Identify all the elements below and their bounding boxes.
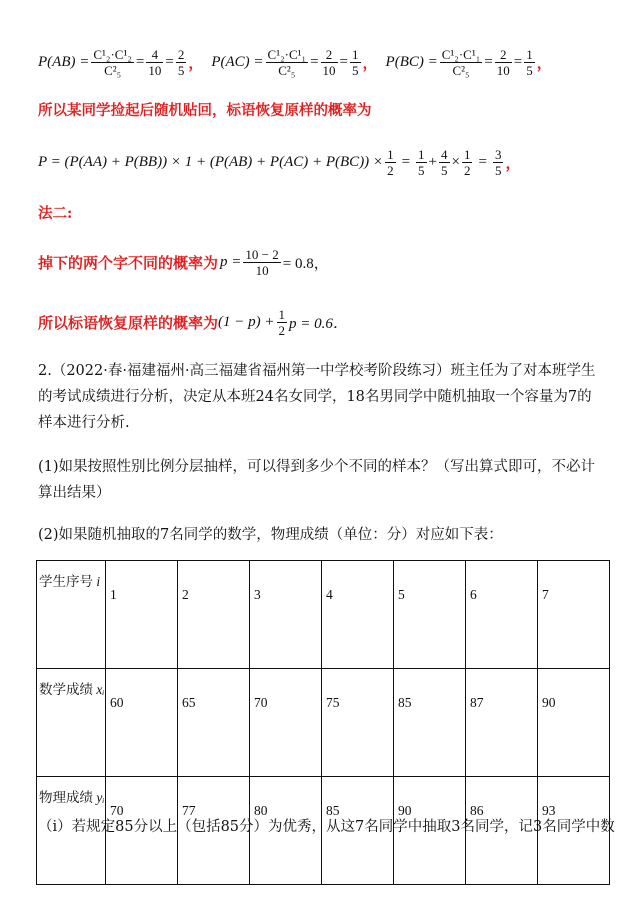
pac-fraction: $\frac{\text{C¹₂·C¹₁}}{\text{C²₅}}$: [267, 46, 307, 78]
pac-lhs: P(AC) =: [211, 53, 264, 70]
probability-line-1: P(AB) = $\frac{\text{C¹₂·C¹₂}}{\text{C²₅}}$ = $\frac{4}{10}$ = $\frac{2}{5}$ ， P(AC) = $\frac{\text{C¹₂·C¹₁}}{\text{C²₅}}$ = $\frac{2}{10}$ = $\frac{1}{5}$ ， P(BC) = $\frac{\text{C¹₂·C¹₁}}{\text{C²₅}}$ = $\frac{2}{10}$ = $\frac{1}{5}$ ，: [38, 46, 552, 78]
pbc-lhs: P(BC) =: [385, 53, 438, 70]
pbc-mid-fraction: $\frac{2}{10}$: [496, 46, 510, 78]
method-two-line-2: 所以标语恢复原样的概率为 (1 − p) + $\frac{1}{2}$ p = 0.6．: [38, 306, 348, 338]
final-fraction: $\frac{3}{5}$: [494, 146, 502, 178]
pbc-fraction: $\frac{\text{C¹₂·C¹₁}}{\text{C²₅}}$: [441, 46, 481, 78]
question-1: (1)如果按照性别比例分层抽样，可以得到多少个不同的样本？（写出算式即可，不必计算出结果）: [38, 459, 596, 501]
method-two-heading: 法二:: [38, 205, 73, 222]
pac-mid-fraction: $\frac{2}{10}$: [322, 46, 336, 78]
table-row: 数学成绩 xᵢ 60 65 70 75 85 87 90: [37, 669, 610, 777]
method-two-line-1: 掉下的两个字不同的概率为 p = $\frac{10 - 2}{10}$ = 0.8，: [38, 246, 329, 278]
comma: ，: [188, 55, 204, 72]
table-row: 物理成绩 yᵢ 70 77 80 85 90 86 93: [37, 777, 610, 885]
pab-mid-fraction: $\frac{4}{10}$: [148, 46, 162, 78]
fraction-half: $\frac{1}{2}$: [387, 146, 394, 178]
comma: ，: [362, 55, 378, 72]
conclusion-text-1: 所以某同学捡起后随机贴回，标语恢复原样的概率为: [38, 102, 372, 119]
question-2: (2)如果随机抽取的7名同学的数学，物理成绩（单位：分）对应如下表：: [38, 527, 503, 543]
comma: ，: [536, 55, 552, 72]
total-probability-formula: P = (P(AA) + P(BB)) × 1 + (P(AB) + P(AC) + P(BC)) × $\frac{1}{2}$ = $\frac{1}{5}$ + $\frac{4}{5}$ × $\frac{1}{2}$ = $\frac{3}{5}$ ，: [38, 146, 521, 178]
pab-result-fraction: $\frac{2}{5}$: [177, 46, 185, 78]
formula-lhs: P = (P(AA) + P(BB)) × 1 + (P(AB) + P(AC) + P(BC)) ×: [38, 153, 384, 170]
pab-lhs: P(AB) =: [38, 53, 90, 70]
table-row: 学生序号 i 1 2 3 4 5 6 7: [37, 561, 610, 669]
pac-result-fraction: $\frac{1}{5}$: [352, 46, 359, 78]
pab-fraction: $\frac{\text{C¹₂·C¹₂}}{\text{C²₅}}$: [93, 46, 132, 78]
question-2-i: （i）若规定85分以上（包括85分）为优秀，从这7名同学中抽取3名同学，记3名同学中数: [38, 819, 615, 835]
pbc-result-fraction: $\frac{1}{5}$: [526, 46, 533, 78]
problem-2-statement: 2.（2022·春·福建福州·高三福建省福州第一中学校考阶段练习）班主任为了对本班学生的考试成绩进行分析，决定从本班24名女同学，18名男同学中随机抽取一个容量为7的样本进行分析.: [38, 363, 596, 431]
